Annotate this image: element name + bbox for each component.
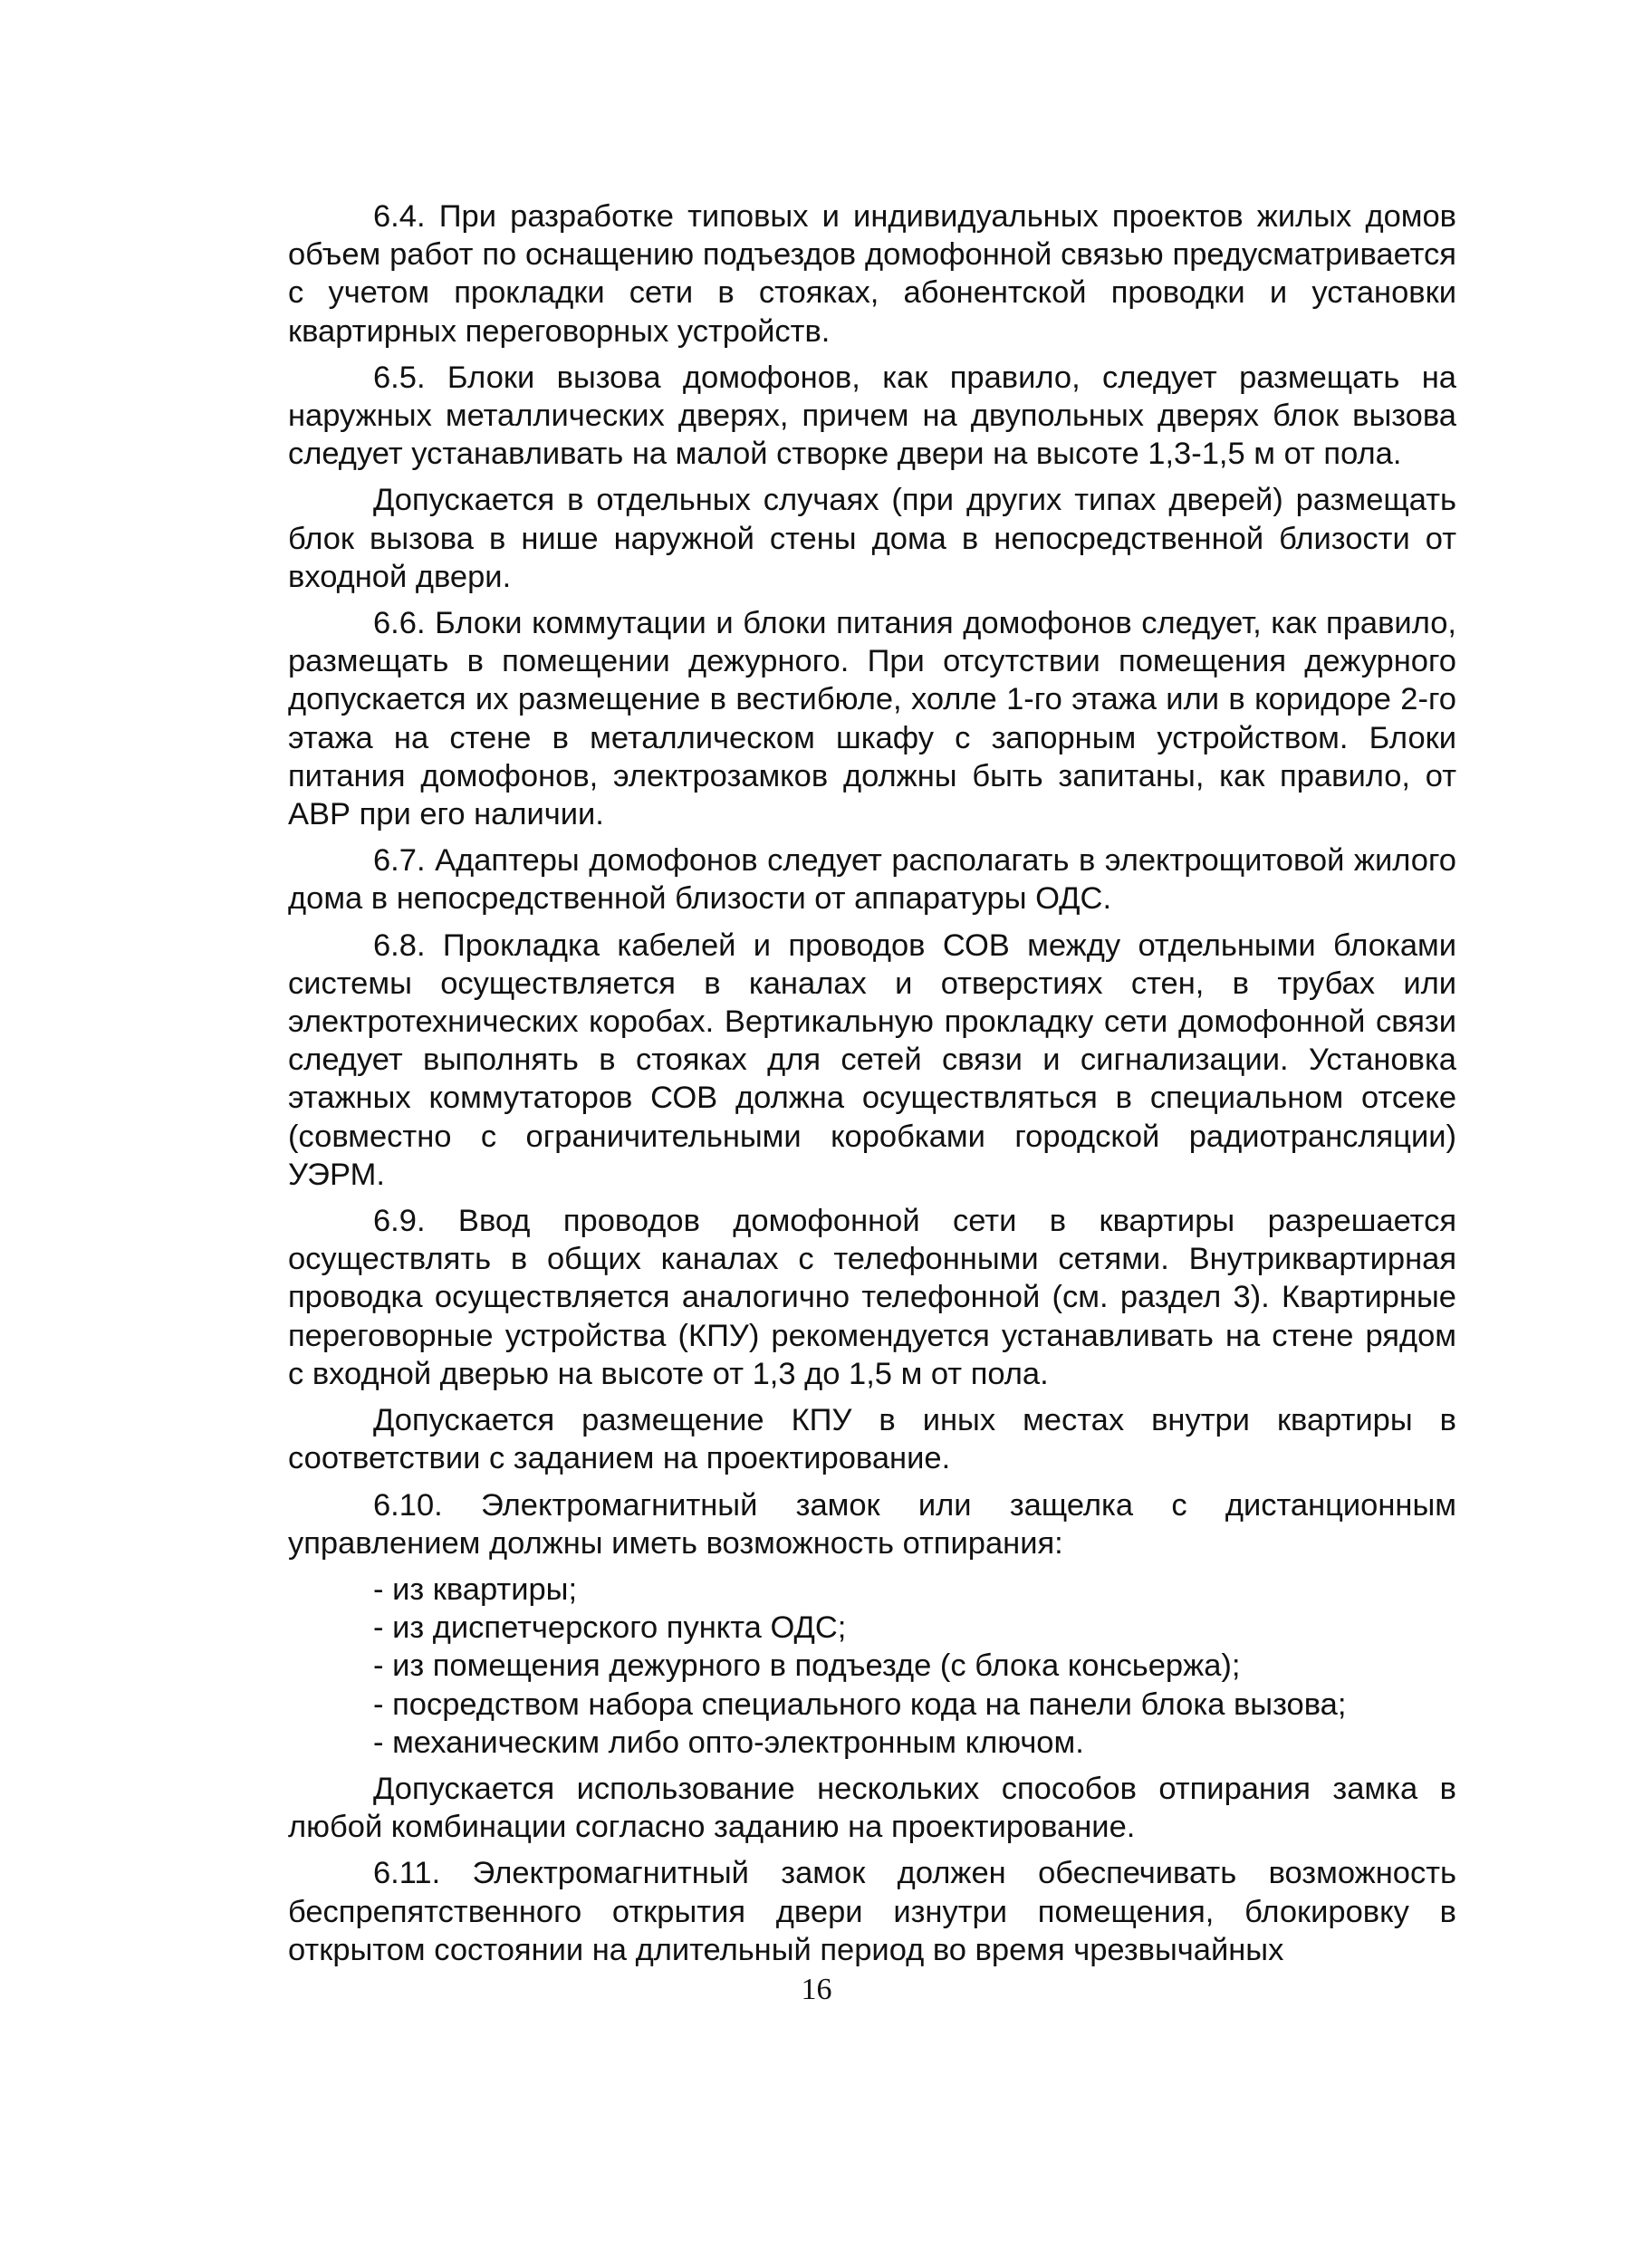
list-item: - посредством набора специального кода на панели блока вызова; <box>373 1687 1347 1722</box>
paragraph-6-4: 6.4. При разработке типовых и индивидуальных проектов жилых домов объем работ по оснащению подъездов домофонной связью предусматривается с учетом прокладки сети в стояках, абонентской проводки и установки квартирных переговорных устройств. <box>288 199 1456 349</box>
paragraph-6-7: 6.7. Адаптеры домофонов следует располагать в электрощитовой жилого дома в непосредственной близости от аппаратуры ОДС. <box>288 843 1456 917</box>
paragraph-6-6: 6.6. Блоки коммутации и блоки питания домофонов следует, как правило, размещать в помещении дежурного. При отсутствии помещения дежурного допускается их размещение в вестибюле, холле 1-го этажа или в коридоре 2-го этажа на стене в металлическом шкафу с запорным устройством. Блоки питания домофонов, электрозамков должны быть запитаны, как правило, от АВР при его наличии. <box>288 606 1456 832</box>
list-item: - из диспетчерского пункта ОДС; <box>373 1610 847 1646</box>
paragraph-6-9-note: Допускается размещение КПУ в иных местах внутри квартиры в соответствии с заданием на проектирование. <box>288 1403 1456 1476</box>
list-item: - из квартиры; <box>373 1571 578 1607</box>
paragraph-6-5-note: Допускается в отдельных случаях (при других типах дверей) размещать блок вызова в нише наружной стены дома в непосредственной близости от входной двери. <box>288 483 1456 594</box>
paragraph-6-10: 6.10. Электромагнитный замок или защелка с дистанционным управлением должны иметь возможность отпирания: <box>288 1487 1456 1561</box>
document-body <box>288 197 1456 1977</box>
list-item: - механическим либо опто-электронным ключом. <box>373 1725 1084 1760</box>
paragraph-6-11: 6.11. Электромагнитный замок должен обеспечивать возможность беспрепятственного открытия двери изнутри помещения, блокировку в открытом состоянии на длительный период во время чрезвычайных <box>288 1856 1456 1967</box>
paragraph-6-10-note: Допускается использование нескольких способов отпирания замка в любой комбинации согласно заданию на проектирование. <box>288 1771 1456 1845</box>
paragraph-6-5: 6.5. Блоки вызова домофонов, как правило, следует размещать на наружных металлических дверях, причем на двупольных дверях блок вызова следует устанавливать на малой створке двери на высоте 1,3-1,5 м от пола. <box>288 360 1456 472</box>
page-number: 16 <box>801 1973 832 2006</box>
paragraph-6-8: 6.8. Прокладка кабелей и проводов СОВ между отдельными блоками системы осуществляется в каналах и отверстиях стен, в трубах или электротехнических коробах. Вертикальную прокладку сети домофонной связи следует выполнять в стояках для сетей связи и сигнализации. Установка этажных коммутаторов СОВ должна осуществляться в специальном отсеке (совместно с ограничительными коробками городской радиотрансляции) УЭРМ. <box>288 927 1456 1192</box>
list-item: - из помещения дежурного в подъезде (с блока консьержа); <box>373 1648 1241 1684</box>
paragraph-6-9: 6.9. Ввод проводов домофонной сети в квартиры разрешается осуществлять в общих каналах с телефонными сетями. Внутриквартирная проводка осуществляется аналогично телефонной (см. раздел 3). Квартирные переговорные устройства (КПУ) рекомендуется устанавливать на стене рядом с входной дверью на высоте от 1,3 до 1,5 м от пола. <box>288 1204 1456 1391</box>
